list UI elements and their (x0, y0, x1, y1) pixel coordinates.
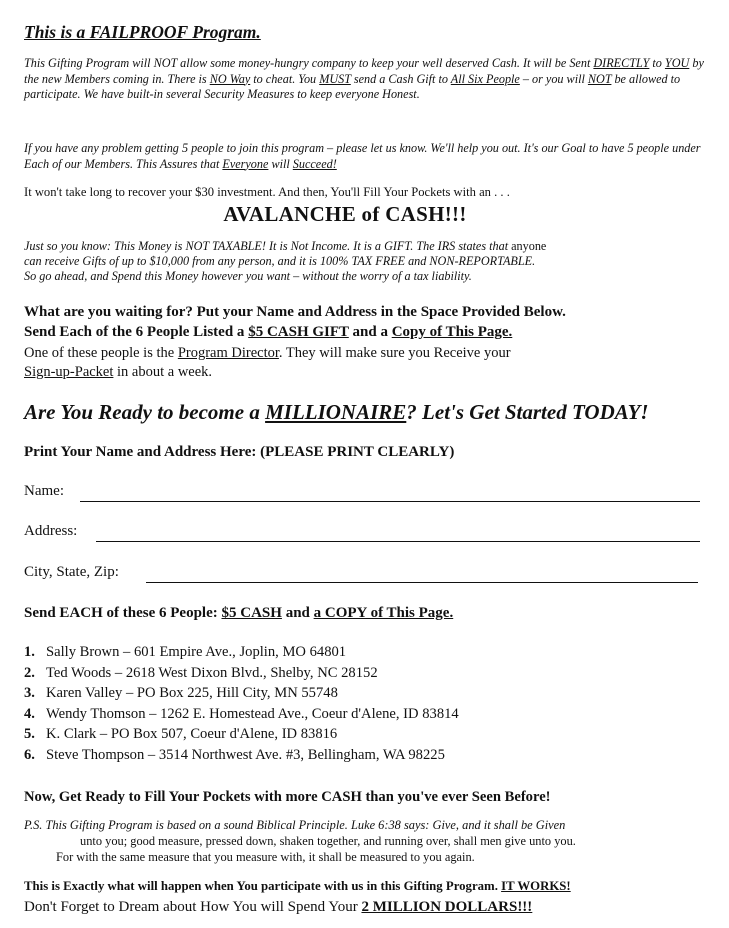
intro-text: be allowed to participate. We have built-in several Security Measures to keep everyone Honest. (24, 71, 681, 101)
list-item-text: Steve Thompson – 3514 Northwest Ave. #3, Bellingham, WA 98225 (46, 746, 445, 763)
get-ready-line: Now, Get Ready to Fill Your Pockets with more CASH than you've ever Seen Before! (24, 789, 551, 805)
name-label: Name: (24, 483, 64, 499)
list-item (24, 745, 708, 766)
send-text: Send EACH of these 6 People: (24, 605, 222, 621)
ps-line-1: P.S. This Gifting Program is based on a sound Biblical Principle. Luke 6:38 says: Give, and it shall be Given (24, 818, 566, 832)
list-item-number: 4. (24, 705, 35, 722)
waiting-line-2 (24, 324, 708, 341)
name-field[interactable] (80, 501, 700, 502)
list-item-number: 5. (24, 726, 35, 742)
program-director-note (24, 344, 708, 382)
five-cash-emphasis: $5 CASH (221, 605, 282, 621)
send-text: and (281, 605, 314, 621)
list-item-number: 6. (24, 746, 35, 763)
tax-note (24, 239, 708, 284)
everyone-emphasis: Everyone (222, 156, 269, 171)
help-paragraph (24, 141, 708, 172)
tax-text: anyone (508, 239, 547, 253)
dream-text: Don't Forget to Dream about How You will Spend Your (24, 899, 362, 915)
intro-paragraph (24, 56, 708, 103)
it-works-emphasis: IT WORKS! (501, 879, 571, 893)
list-item-text: K. Clark – PO Box 507, Coeur d'Alene, ID 83816 (46, 726, 338, 742)
list-item (24, 642, 708, 663)
director-text: . They will make sure you Receive your (278, 345, 511, 361)
director-line-2 (24, 363, 708, 382)
tax-text: Just so you know: This Money is NOT TAXABLE! It is Not Income. It is a GIFT. The IRS states that (24, 239, 509, 253)
two-million-emphasis: 2 MILLION DOLLARS!!! (361, 899, 533, 915)
succeed-emphasis: Succeed! (292, 156, 337, 171)
ps-line-3: For with the same measure that you measure with, it shall be measured to you again. (56, 849, 475, 864)
copy-emphasis: a COPY of This Page. (313, 605, 454, 621)
recover-line: It won't take long to recover your $30 investment. And then, You'll Fill Your Pockets with an . . . (24, 185, 510, 199)
cash-gift-emphasis: $5 CASH GIFT (248, 324, 349, 340)
ps-line-2: unto you; good measure, pressed down, shaken together, and running over, shall men give unto you. (80, 833, 576, 848)
ready-text: ? Let's Get Started TODAY! (406, 400, 649, 424)
avalanche-heading: AVALANCHE of CASH!!! (223, 202, 467, 226)
list-item-number: 2. (24, 664, 35, 681)
exactly-line (24, 879, 708, 894)
exactly-text: This is Exactly what will happen when You participate with us in this Gifting Program. (24, 879, 502, 893)
not-emphasis: NOT (587, 71, 612, 86)
must-emphasis: MUST (319, 71, 351, 86)
millionaire-emphasis: MILLIONAIRE (265, 400, 407, 424)
tax-line-3: So go ahead, and Spend this Money however you want – without the worry of a tax liability. (24, 269, 472, 283)
millionaire-heading (24, 400, 724, 425)
directly-emphasis: DIRECTLY (593, 56, 650, 70)
intro-text: send a Cash Gift to (350, 71, 451, 86)
waiting-line-1: What are you waiting for? Put your Name and Address in the Space Provided Below. (24, 304, 566, 320)
list-item-text: Ted Woods – 2618 West Dixon Blvd., Shelby, NC 28152 (46, 664, 378, 681)
dream-line (24, 899, 708, 916)
list-item-number: 1. (24, 644, 35, 660)
send-heading (24, 605, 708, 622)
waiting-text: Send Each of the 6 People Listed a (24, 324, 249, 340)
list-item-number: 3. (24, 685, 35, 701)
director-line-1 (24, 344, 708, 363)
intro-text: to (649, 56, 665, 70)
ready-text: Are You Ready to become a (24, 400, 266, 424)
city-state-zip-label: City, State, Zip: (24, 564, 119, 580)
program-director-emphasis: Program Director (177, 345, 279, 361)
people-list (24, 642, 708, 765)
director-text: One of these people is the (24, 345, 178, 361)
address-field[interactable] (96, 541, 700, 542)
list-item (24, 683, 708, 704)
print-heading: Print Your Name and Address Here: (PLEASE PRINT CLEARLY) (24, 444, 455, 460)
signup-packet-emphasis: Sign-up-Packet (24, 364, 114, 380)
city-state-zip-field[interactable] (146, 582, 698, 583)
list-item (24, 704, 708, 725)
list-item-text: Wendy Thomson – 1262 E. Homestead Ave., Coeur d'Alene, ID 83814 (46, 705, 459, 722)
postscript (24, 818, 708, 865)
list-item (24, 663, 708, 684)
all-six-people-emphasis: All Six People (450, 71, 520, 86)
intro-text: – or you will (519, 71, 588, 86)
tax-line-1 (24, 239, 708, 254)
list-item (24, 724, 708, 745)
address-label: Address: (24, 523, 78, 539)
help-text: If you have any problem getting 5 people to join this program – please let us know. We'll help you out. It's our Goal to have 5 people under Each of our Members. This Assures that (24, 141, 701, 171)
intro-text: by the new Members coming in. There is (24, 56, 704, 86)
no-way-emphasis: NO Way (209, 71, 251, 86)
intro-text: This Gifting Program will NOT allow some money-hungry company to keep your well deserved Cash. It will be Sent (24, 56, 594, 70)
page-title: This is a FAILPROOF Program. (24, 22, 261, 42)
copy-page-emphasis: Copy of This Page. (391, 324, 513, 340)
list-item-text: Sally Brown – 601 Empire Ave., Joplin, MO 64801 (46, 644, 347, 660)
list-item-text: Karen Valley – PO Box 225, Hill City, MN 55748 (46, 685, 338, 701)
help-text: will (268, 156, 293, 171)
you-emphasis: YOU (664, 56, 690, 70)
intro-text: to cheat. You (250, 71, 320, 86)
waiting-text: and a (348, 324, 392, 340)
tax-line-2: can receive Gifts of up to $10,000 from any person, and it is 100% TAX FREE and NON-REPORTABLE. (24, 254, 536, 268)
director-text: in about a week. (113, 364, 213, 380)
